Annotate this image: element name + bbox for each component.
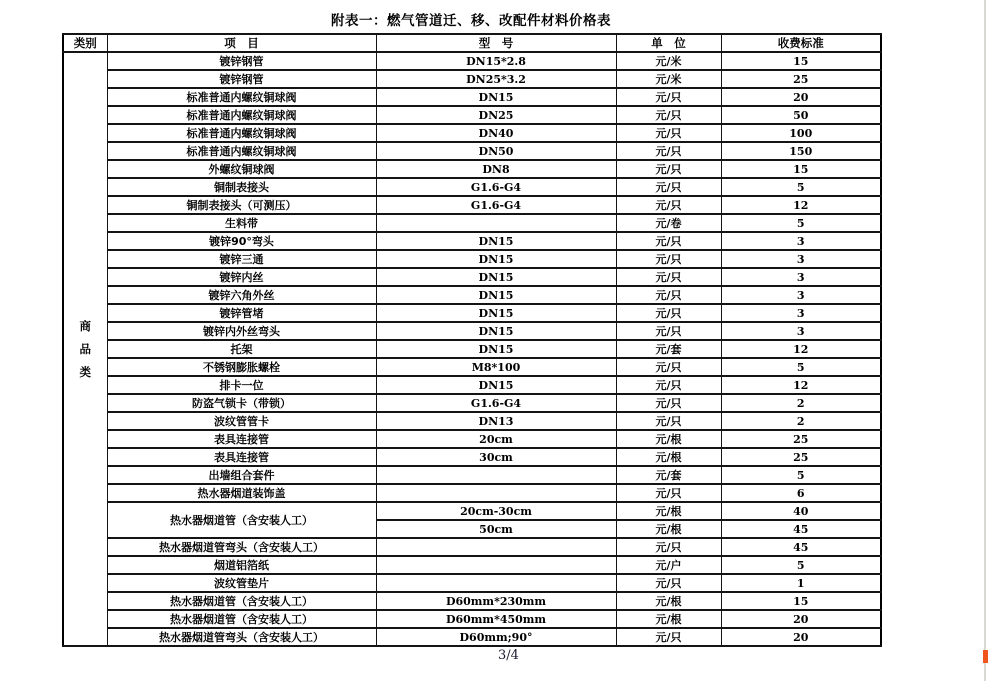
table-row (63, 430, 881, 448)
item-cell: 波纹管垫片 (107, 574, 376, 592)
price-cell: 25 (721, 448, 881, 466)
unit-cell: 元/套 (616, 466, 721, 484)
price-cell: 100 (721, 124, 881, 142)
model-cell: DN25*3.2 (376, 70, 616, 88)
price-cell: 5 (721, 178, 881, 196)
price-cell: 45 (721, 538, 881, 556)
column-header-price: 收费标准 (721, 34, 881, 52)
price-cell: 3 (721, 304, 881, 322)
unit-cell: 元/只 (616, 250, 721, 268)
model-cell: DN15 (376, 340, 616, 358)
price-cell: 15 (721, 160, 881, 178)
item-cell: 镀锌钢管 (107, 52, 376, 70)
item-cell: 烟道铝箔纸 (107, 556, 376, 574)
category-cell (63, 52, 107, 646)
table-row (63, 538, 881, 556)
unit-cell: 元/卷 (616, 214, 721, 232)
model-cell: G1.6-G4 (376, 394, 616, 412)
item-cell: 镀锌三通 (107, 250, 376, 268)
unit-cell: 元/根 (616, 430, 721, 448)
table-row (63, 52, 881, 70)
price-cell: 150 (721, 142, 881, 160)
price-cell: 5 (721, 556, 881, 574)
item-cell: 标准普通内螺纹铜球阀 (107, 142, 376, 160)
model-cell (376, 574, 616, 592)
unit-cell: 元/只 (616, 628, 721, 646)
unit-cell: 元/户 (616, 556, 721, 574)
model-cell: DN15 (376, 88, 616, 106)
table-row (63, 448, 881, 466)
model-cell: DN15 (376, 250, 616, 268)
unit-cell: 元/只 (616, 376, 721, 394)
item-cell: 镀锌六角外丝 (107, 286, 376, 304)
table-row (63, 214, 881, 232)
table-row (63, 178, 881, 196)
price-cell: 3 (721, 250, 881, 268)
item-cell: 镀锌钢管 (107, 70, 376, 88)
model-cell: DN8 (376, 160, 616, 178)
table-row (63, 304, 881, 322)
unit-cell: 元/只 (616, 286, 721, 304)
price-cell: 3 (721, 232, 881, 250)
category-label: 商品类 (79, 318, 91, 379)
price-cell: 1 (721, 574, 881, 592)
table-row (63, 124, 881, 142)
unit-cell: 元/只 (616, 106, 721, 124)
price-cell: 3 (721, 268, 881, 286)
unit-cell: 元/根 (616, 448, 721, 466)
model-cell (376, 214, 616, 232)
model-cell: 30cm (376, 448, 616, 466)
price-cell: 20 (721, 628, 881, 646)
table-row (63, 232, 881, 250)
price-cell: 15 (721, 52, 881, 70)
page-number: 3/4 (498, 648, 519, 663)
unit-cell: 元/只 (616, 178, 721, 196)
unit-cell: 元/只 (616, 232, 721, 250)
unit-cell: 元/只 (616, 394, 721, 412)
item-cell: 防盗气锁卡（带锁） (107, 394, 376, 412)
unit-cell: 元/只 (616, 358, 721, 376)
price-cell: 5 (721, 214, 881, 232)
item-cell: 镀锌内丝 (107, 268, 376, 286)
price-cell: 3 (721, 322, 881, 340)
table-row (63, 502, 881, 520)
item-cell: 出墙组合套件 (107, 466, 376, 484)
column-header-item: 项 目 (107, 34, 376, 52)
item-cell: 热水器烟道管（含安装人工） (107, 502, 376, 538)
price-cell: 6 (721, 484, 881, 502)
unit-cell: 元/只 (616, 160, 721, 178)
price-cell: 12 (721, 196, 881, 214)
model-cell: DN15 (376, 286, 616, 304)
model-cell (376, 484, 616, 502)
item-cell: 标准普通内螺纹铜球阀 (107, 124, 376, 142)
unit-cell: 元/根 (616, 610, 721, 628)
item-cell: 热水器烟道管弯头（含安装人工） (107, 628, 376, 646)
unit-cell: 元/只 (616, 484, 721, 502)
model-cell: DN13 (376, 412, 616, 430)
model-cell: DN50 (376, 142, 616, 160)
table-row (63, 376, 881, 394)
table-row (63, 556, 881, 574)
header-row (63, 34, 881, 52)
table-row (63, 466, 881, 484)
unit-cell: 元/只 (616, 412, 721, 430)
item-cell: 镀锌内外丝弯头 (107, 322, 376, 340)
model-cell: D60mm*230mm (376, 592, 616, 610)
item-cell: 热水器烟道装饰盖 (107, 484, 376, 502)
price-cell: 12 (721, 376, 881, 394)
table-row (63, 88, 881, 106)
table-row (63, 250, 881, 268)
item-cell: 波纹管管卡 (107, 412, 376, 430)
model-cell (376, 466, 616, 484)
price-cell: 40 (721, 502, 881, 520)
price-cell: 20 (721, 610, 881, 628)
unit-cell: 元/只 (616, 124, 721, 142)
unit-cell: 元/套 (616, 340, 721, 358)
price-cell: 45 (721, 520, 881, 538)
model-cell: DN15 (376, 322, 616, 340)
model-cell: 50cm (376, 520, 616, 538)
unit-cell: 元/只 (616, 88, 721, 106)
price-cell: 12 (721, 340, 881, 358)
price-cell: 50 (721, 106, 881, 124)
model-cell: DN15*2.8 (376, 52, 616, 70)
table-row (63, 610, 881, 628)
table-row (63, 592, 881, 610)
model-cell: D60mm*450mm (376, 610, 616, 628)
table-row (63, 70, 881, 88)
model-cell: D60mm;90° (376, 628, 616, 646)
model-cell: DN15 (376, 232, 616, 250)
unit-cell: 元/只 (616, 304, 721, 322)
item-cell: 排卡一位 (107, 376, 376, 394)
unit-cell: 元/米 (616, 52, 721, 70)
model-cell: G1.6-G4 (376, 178, 616, 196)
column-header-model: 型 号 (376, 34, 616, 52)
unit-cell: 元/米 (616, 70, 721, 88)
model-cell: DN40 (376, 124, 616, 142)
unit-cell: 元/只 (616, 574, 721, 592)
table-row (63, 394, 881, 412)
table-row (63, 412, 881, 430)
table-row (63, 160, 881, 178)
model-cell: 20cm (376, 430, 616, 448)
item-cell: 外螺纹铜球阀 (107, 160, 376, 178)
model-cell (376, 538, 616, 556)
model-cell: G1.6-G4 (376, 196, 616, 214)
item-cell: 热水器烟道管（含安装人工） (107, 592, 376, 610)
unit-cell: 元/只 (616, 196, 721, 214)
table-row (63, 286, 881, 304)
table-row (63, 142, 881, 160)
column-header-category: 类别 (63, 34, 107, 52)
table-row (63, 322, 881, 340)
scrollbar-orange-marker (983, 650, 988, 663)
item-cell: 不锈钢膨胀螺栓 (107, 358, 376, 376)
table-row (63, 574, 881, 592)
price-cell: 3 (721, 286, 881, 304)
item-cell: 表具连接管 (107, 430, 376, 448)
model-cell: DN25 (376, 106, 616, 124)
item-cell: 铜制表接头 (107, 178, 376, 196)
scrollbar-track[interactable] (984, 0, 986, 681)
item-cell: 标准普通内螺纹铜球阀 (107, 106, 376, 124)
unit-cell: 元/只 (616, 538, 721, 556)
price-cell: 2 (721, 394, 881, 412)
price-cell: 5 (721, 358, 881, 376)
price-cell: 20 (721, 88, 881, 106)
price-cell: 25 (721, 70, 881, 88)
unit-cell: 元/只 (616, 142, 721, 160)
item-cell: 标准普通内螺纹铜球阀 (107, 88, 376, 106)
item-cell: 表具连接管 (107, 448, 376, 466)
model-cell: DN15 (376, 376, 616, 394)
unit-cell: 元/根 (616, 520, 721, 538)
model-cell: DN15 (376, 304, 616, 322)
table-row (63, 484, 881, 502)
item-cell: 铜制表接头（可测压） (107, 196, 376, 214)
item-cell: 镀锌90°弯头 (107, 232, 376, 250)
model-cell: M8*100 (376, 358, 616, 376)
table-body (63, 52, 881, 646)
item-cell: 生料带 (107, 214, 376, 232)
table-row (63, 106, 881, 124)
table-row (63, 196, 881, 214)
table-row (63, 628, 881, 646)
table-row (63, 268, 881, 286)
table-row (63, 358, 881, 376)
unit-cell: 元/根 (616, 502, 721, 520)
model-cell (376, 556, 616, 574)
item-cell: 托架 (107, 340, 376, 358)
item-cell: 热水器烟道管（含安装人工） (107, 610, 376, 628)
item-cell: 热水器烟道管弯头（含安装人工） (107, 538, 376, 556)
item-cell: 镀锌管堵 (107, 304, 376, 322)
unit-cell: 元/根 (616, 592, 721, 610)
price-cell: 25 (721, 430, 881, 448)
price-cell: 5 (721, 466, 881, 484)
page-title: 附表一：燃气管道迁、移、改配件材料价格表 (331, 13, 611, 29)
price-cell: 2 (721, 412, 881, 430)
price-cell: 15 (721, 592, 881, 610)
table-row (63, 340, 881, 358)
unit-cell: 元/只 (616, 268, 721, 286)
model-cell: DN15 (376, 268, 616, 286)
price-table (62, 33, 882, 647)
unit-cell: 元/只 (616, 322, 721, 340)
model-cell: 20cm-30cm (376, 502, 616, 520)
column-header-unit: 单 位 (616, 34, 721, 52)
